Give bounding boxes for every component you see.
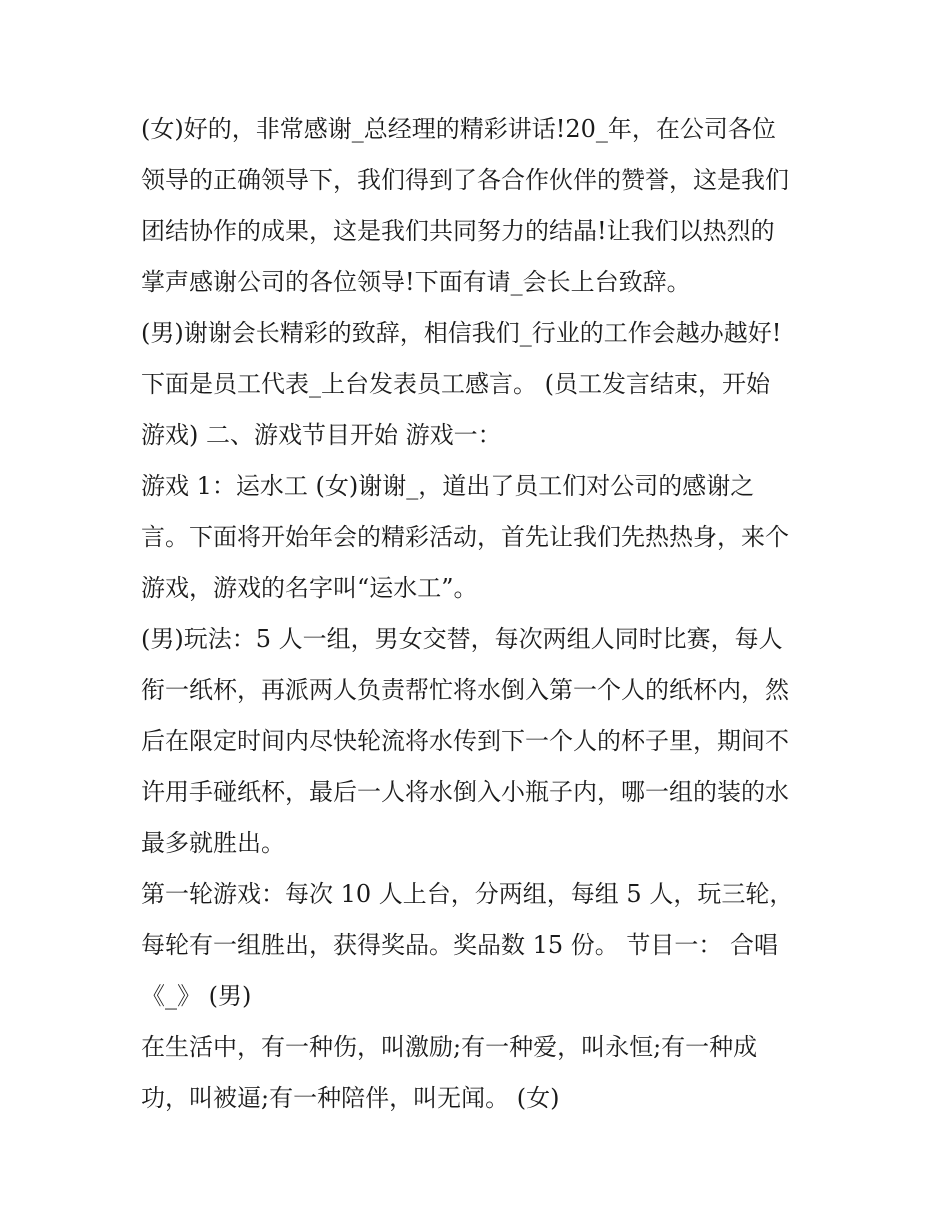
text-line-8: 游戏 1：运水工 (女)谢谢_，道出了员工们对公司的感谢之	[141, 472, 755, 500]
text-line-18: 《_》 (男)	[141, 982, 252, 1010]
text-line-13: 后在限定时间内尽快轮流将水传到下一个人的杯子里，期间不	[141, 727, 789, 755]
text-line-12: 衔一纸杯，再派两人负责帮忙将水倒入第一个人的纸杯内，然	[141, 676, 789, 704]
text-line-4: 掌声感谢公司的各位领导!下面有请_会长上台致辞。	[141, 268, 691, 296]
text-line-7: 游戏) 二、游戏节目开始 游戏一：	[141, 421, 502, 449]
text-line-20: 功，叫被逼;有一种陪伴，叫无闻。 (女)	[141, 1084, 560, 1112]
text-line-10: 游戏，游戏的名字叫“运水工”。	[141, 574, 478, 602]
text-line-5: (男)谢谢会长精彩的致辞，相信我们_行业的工作会越办越好!	[141, 319, 782, 347]
text-line-9: 言。下面将开始年会的精彩活动，首先让我们先热热身，来个	[141, 523, 789, 551]
text-line-3: 团结协作的成果，这是我们共同努力的结晶!让我们以热烈的	[141, 217, 775, 245]
text-line-14: 许用手碰纸杯，最后一人将水倒入小瓶子内，哪一组的装的水	[141, 778, 789, 806]
text-line-6: 下面是员工代表_上台发表员工感言。 (员工发言结束，开始	[141, 370, 770, 398]
document-body	[141, 104, 821, 1124]
text-line-11: (男)玩法：5 人一组，男女交替，每次两组人同时比赛，每人	[141, 625, 783, 653]
text-line-19: 在生活中，有一种伤，叫激励;有一种爱，叫永恒;有一种成	[141, 1033, 758, 1061]
text-line-16: 第一轮游戏：每次 10 人上台，分两组，每组 5 人，玩三轮，	[141, 880, 794, 908]
text-line-17: 每轮有一组胜出，获得奖品。奖品数 15 份。 节目一： 合唱	[141, 931, 779, 959]
text-line-15: 最多就胜出。	[141, 829, 285, 857]
text-line-2: 领导的正确领导下，我们得到了各合作伙伴的赞誉，这是我们	[141, 166, 789, 194]
text-line-1: (女)好的，非常感谢_总经理的精彩讲话!20_年，在公司各位	[141, 115, 776, 143]
